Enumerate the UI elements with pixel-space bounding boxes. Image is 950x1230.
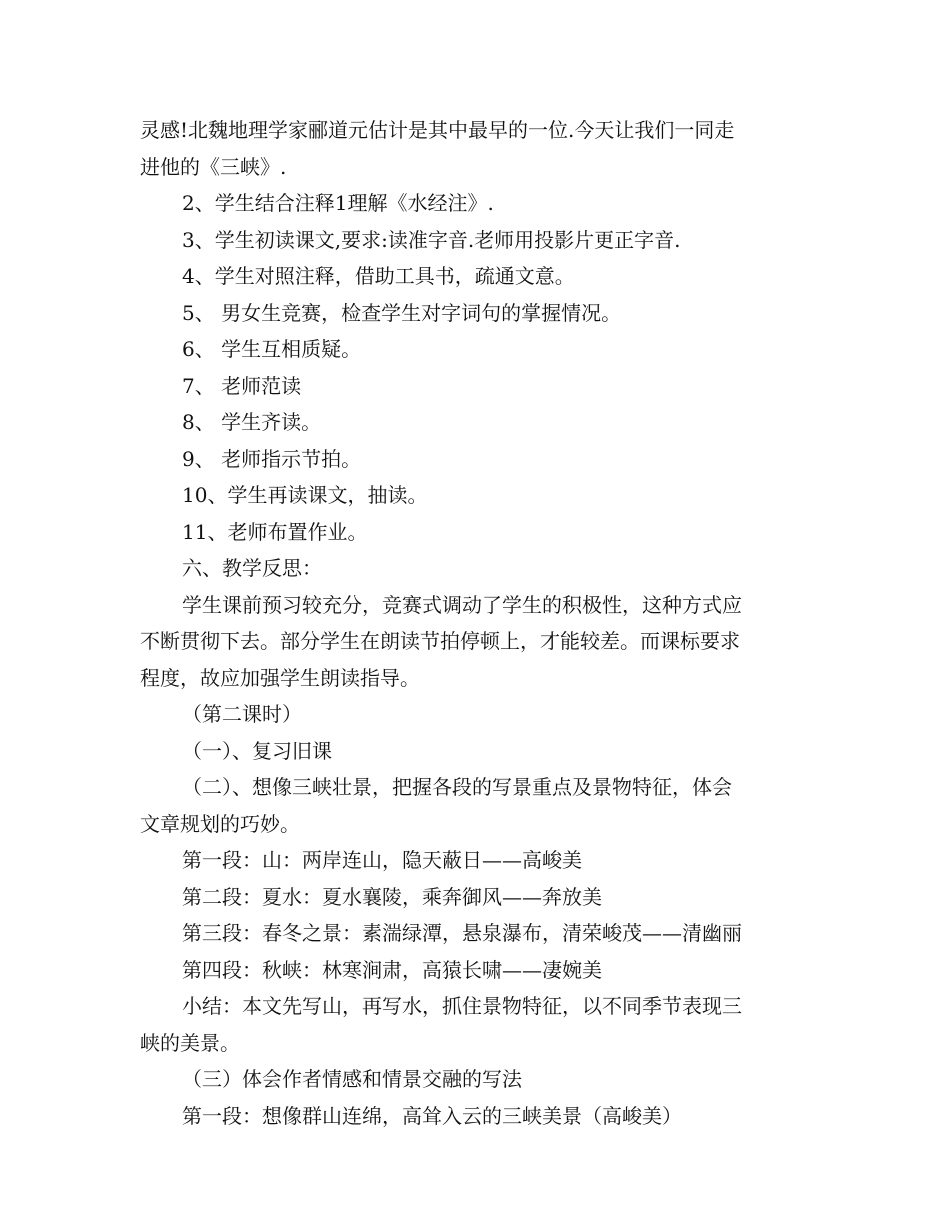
list-item: 5、 男女生竞赛，检查学生对字词句的掌握情况。 bbox=[182, 300, 622, 325]
list-item: 第一段：山：两岸连山，隐天蔽日——高峻美 bbox=[182, 848, 582, 872]
list-item: 9、 老师指示节拍。 bbox=[182, 446, 362, 471]
text-line: 灵感!北魏地理学家郦道元估计是其中最早的一位.今天让我们一同走 bbox=[140, 118, 735, 142]
list-item: 8、 学生齐读。 bbox=[182, 410, 322, 434]
list-item: 2、学生结合注释1理解《水经注》. bbox=[182, 191, 494, 215]
paragraph-line: 不断贯彻下去。部分学生在朗读节拍停顿上，才能较差。而课标要求 bbox=[140, 629, 740, 653]
list-item: 7、 老师范读 bbox=[182, 373, 302, 398]
subsection-heading: （二）、想像三峡壮景，把握各段的写景重点及景物特征，体会 bbox=[182, 775, 732, 799]
paragraph-line: 程度，故应加强学生朗读指导。 bbox=[140, 665, 420, 690]
list-item: 第三段：春冬之景：素湍绿潭，悬泉瀑布，清荣峻茂——清幽丽 bbox=[182, 921, 742, 945]
list-item: 11、老师布置作业。 bbox=[182, 519, 368, 544]
subsection-heading: （三）体会作者情感和情景交融的写法 bbox=[182, 1067, 522, 1091]
section-heading: 六、教学反思： bbox=[182, 556, 322, 580]
list-item: 第四段：秋峡：林寒涧肃，高猿长啸——凄婉美 bbox=[182, 957, 602, 982]
list-item: 4、学生对照注释，借助工具书，疏通文意。 bbox=[182, 264, 575, 288]
document-body bbox=[140, 112, 820, 1134]
list-item: 第二段：夏水：夏水襄陵，乘奔御风——奔放美 bbox=[182, 884, 602, 909]
subsection-heading: （一）、复习旧课 bbox=[182, 738, 332, 763]
paragraph-line: 学生课前预习较充分，竞赛式调动了学生的积极性，这种方式应 bbox=[182, 592, 742, 617]
paragraph-line: 文章规划的巧妙。 bbox=[140, 811, 300, 836]
section-heading: （第二课时） bbox=[182, 702, 302, 726]
list-item: 6、 学生互相质疑。 bbox=[182, 337, 362, 361]
list-item: 第一段：想像群山连绵，高耸入云的三峡美景（高峻美） bbox=[182, 1103, 682, 1128]
list-item: 10、学生再读课文，抽读。 bbox=[182, 483, 428, 507]
paragraph-line: 峡的美景。 bbox=[140, 1030, 240, 1055]
list-item: 3、学生初读课文,要求:读准字音.老师用投影片更正字音. bbox=[182, 227, 681, 252]
text-line: 进他的《三峡》. bbox=[140, 154, 287, 179]
paragraph-line: 小结：本文先写山，再写水，抓住景物特征，以不同季节表现三 bbox=[182, 994, 742, 1018]
